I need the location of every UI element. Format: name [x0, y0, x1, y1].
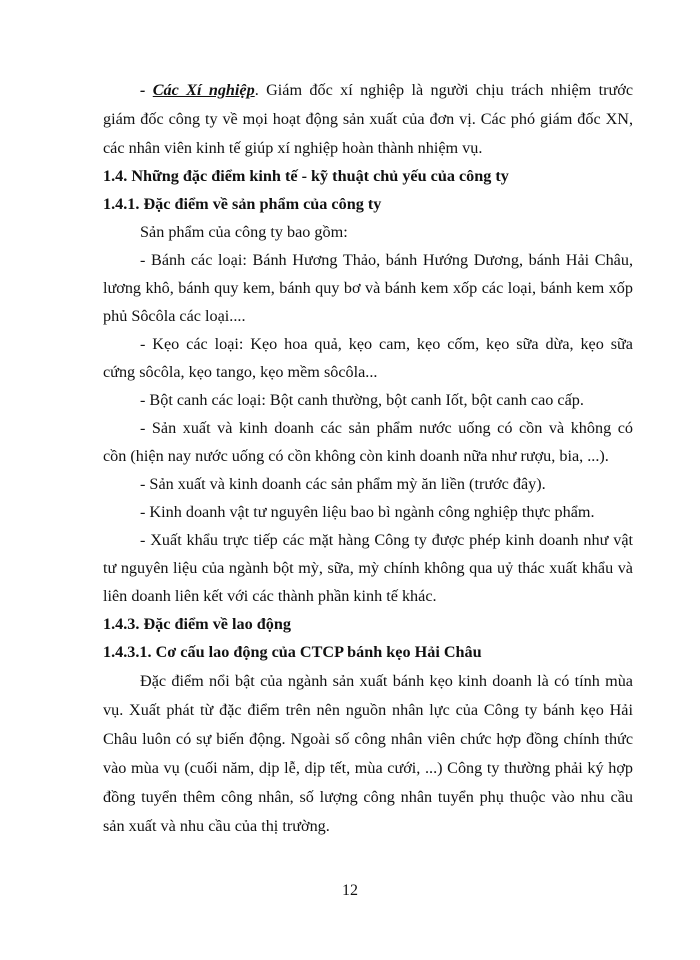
xn-line1-text: . Giám đốc xí nghiệp là người chịu trách nhiệm trước — [254, 81, 634, 99]
keo-line-2: cứng sôcôla, kẹo tango, kẹo mềm sôcôla... — [103, 363, 378, 381]
heading-1-4-3-1: 1.4.3.1. Cơ cấu lao động của CTCP bánh kẹo Hải Châu — [103, 643, 482, 661]
my-line: - Sản xuất và kinh doanh các sản phẩm mỳ ăn liền (trước đây). — [140, 475, 546, 493]
nuoc-line-1: - Sản xuất và kinh doanh các sản phẩm nước uống có cồn và không có — [140, 419, 633, 437]
xn-paragraph-line-2: giám đốc công ty về mọi hoạt động sản xuất của đơn vị. Các phó giám đốc XN, — [103, 110, 633, 128]
nuoc-line-2: cồn (hiện nay nước uống có cồn không còn kinh doanh nữa như rượu, bia, ...). — [103, 447, 609, 465]
xk-line-1: - Xuất khẩu trực tiếp các mặt hàng Công ty được phép kinh doanh như vật — [140, 531, 633, 549]
banh-line-1: - Bánh các loại: Bánh Hương Thảo, bánh Hướng Dương, bánh Hải Châu, — [140, 251, 633, 269]
keo-line-1: - Kẹo các loại: Kẹo hoa quả, kẹo cam, kẹo cốm, kẹo sữa dừa, kẹo sữa — [140, 335, 633, 353]
labor-line-5: đồng tuyển thêm công nhân, số lượng công nhân tuyển phụ thuộc vào nhu cầu — [103, 788, 633, 806]
banh-line-3: phủ Sôcôla các loại.... — [103, 307, 246, 325]
botcanh-line: - Bột canh các loại: Bột canh thường, bột canh Iốt, bột canh cao cấp. — [140, 391, 584, 409]
xn-lead-label: Các Xí nghiệp — [152, 81, 255, 99]
xn-paragraph-line-3: các nhân viên kinh tế giúp xí nghiệp hoàn thành nhiệm vụ. — [103, 139, 483, 157]
labor-line-3: Châu luôn có sự biến động. Ngoài số công nhân viên chức hợp đồng chính thức — [103, 730, 633, 748]
heading-1-4-3: 1.4.3. Đặc điểm về lao động — [103, 615, 291, 633]
xn-paragraph-line-1 — [140, 80, 633, 100]
labor-line-4: vào mùa vụ (cuối năm, dịp lễ, dịp tết, mùa cưới, ...) Công ty thường phải ký hợp — [103, 759, 633, 777]
heading-1-4: 1.4. Những đặc điểm kinh tế - kỹ thuật chủ yếu của công ty — [103, 167, 509, 185]
heading-1-4-1: 1.4.1. Đặc điểm về sản phẩm của công ty — [103, 195, 382, 213]
xn-lead-dash: - — [140, 81, 153, 99]
labor-line-6: sản xuất và nhu cầu của thị trường. — [103, 817, 330, 835]
page-number: 12 — [342, 882, 358, 899]
xk-line-2: tư nguyên liệu của ngành bột mỳ, sữa, mỳ chính không qua uỷ thác xuất khẩu và — [103, 559, 633, 577]
vattu-line: - Kinh doanh vật tư nguyên liệu bao bì ngành công nghiệp thực phẩm. — [140, 503, 595, 521]
products-intro: Sản phẩm của công ty bao gồm: — [140, 223, 348, 241]
xk-line-3: liên doanh liên kết với các thành phần kinh tế khác. — [103, 587, 437, 605]
banh-line-2: lương khô, bánh quy kem, bánh quy bơ và bánh kem xốp các loại, bánh kem xốp — [103, 279, 633, 297]
labor-line-2: vụ. Xuất phát từ đặc điểm trên nên nguồn nhân lực của Công ty bánh kẹo Hải — [103, 701, 633, 719]
labor-line-1: Đặc điểm nổi bật của ngành sản xuất bánh kẹo kinh doanh là có tính mùa — [140, 672, 633, 690]
